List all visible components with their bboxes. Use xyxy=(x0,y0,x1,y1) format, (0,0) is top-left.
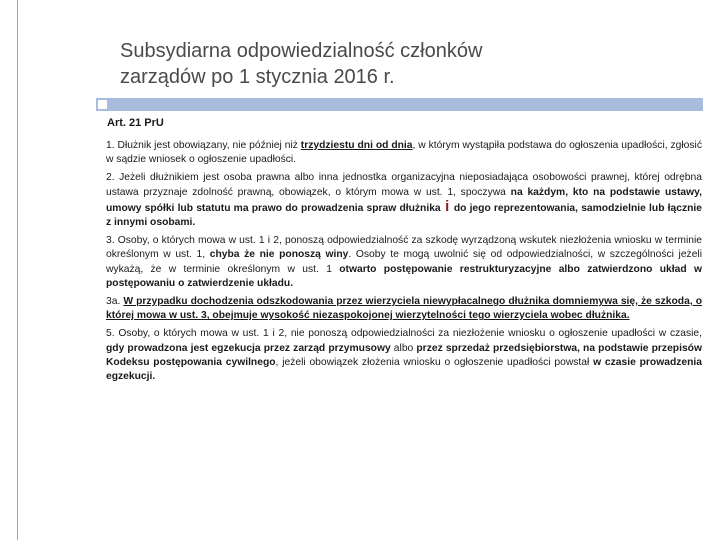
p3-bold-b: otwarto postępowanie restrukturyzacyjne albo zatwierdzono układ w postępowaniu o zatwierdzenie układu. xyxy=(106,263,703,289)
p3-text-b: . Osoby te mogą uwolnić się od odpowiedzialności, w szczególności jeżeli wykażą, że w terminie określonym w ust. 1 xyxy=(106,249,702,275)
p5-text-a: 5. Osoby, o których mowa w ust. 1 i 2, nie ponoszą odpowiedzialności za niezłożenie wniosku o ogłoszenie upadłości w czasie, xyxy=(106,328,702,340)
article-heading: Art. 21 PrU xyxy=(107,117,164,129)
title-line-1: Subsydiarna odpowiedzialność członków xyxy=(120,40,483,62)
p2-conjunction: i xyxy=(440,197,454,215)
p5-text-b: albo xyxy=(390,342,417,354)
p2-text-a: 2. Jeżeli dłużnikiem jest osoba prawna albo inna jednostka organizacyjna nieposiadająca osobowości prawnej, której odrębna ustawa przyznaje zdolność prawną, obowiązek, o którym mowa w ust. 1, spoczywa xyxy=(106,172,702,198)
accent-bar xyxy=(108,98,703,111)
paragraph-1 xyxy=(106,139,702,167)
p5-text-c: , jeżeli obowiązek złożenia wniosku o ogłoszenie upadłości powstał xyxy=(275,356,594,368)
p1-deadline: trzydziestu dni od dnia xyxy=(300,140,413,151)
p3-bold-a: chyba że nie ponoszą winy xyxy=(209,249,349,261)
p2-bold-b: do jego reprezentowania, samodzielnie lub łącznie z innymi osobami. xyxy=(106,202,702,229)
article-content xyxy=(106,116,702,388)
paragraph-3a xyxy=(106,295,702,323)
paragraph-5 xyxy=(106,327,702,384)
paragraph-3 xyxy=(106,234,702,291)
p1-text-b: , w którym wystąpiła podstawa do ogłoszenia upadłości, zgłosić w sądzie wniosek o ogłoszenie upadłości. xyxy=(106,140,702,166)
title-line-2: zarządów po 1 stycznia 2016 r. xyxy=(120,66,395,88)
p2-bold-a: na każdym, kto na podstawie ustawy, umowy spółki lub statutu ma prawo do prowadzenia spraw dłużnika xyxy=(106,186,702,214)
left-border-line xyxy=(17,0,18,540)
slide-title xyxy=(120,38,680,90)
p3a-bold: W przypadku dochodzenia odszkodowania przez wierzyciela niewypłacalnego dłużnika domniemywa się, że szkoda, o której mowa w ust. 3, obejmuje wysokość niezaspokojonej wierzytelności tego wierzyciela wobec dłużnika. xyxy=(106,296,702,322)
paragraph-2 xyxy=(106,171,702,230)
p3a-label: 3a. xyxy=(106,296,124,308)
p1-text-a: 1. Dłużnik jest obowiązany, nie później niż xyxy=(106,140,301,151)
p3-text-a: 3. Osoby, o których mowa w ust. 1 i 2, ponoszą odpowiedzialność za szkodę wyrządzoną wskutek niezłożenia wniosku w terminie określonym w ust. 1, xyxy=(106,235,702,261)
p5-bold-a: gdy prowadzona jest egzekucja przez zarząd przymusowy xyxy=(106,342,391,354)
p5-bold-c: w czasie prowadzenia egzekucji. xyxy=(106,356,702,383)
p5-bold-b: przez sprzedaż przedsiębiorstwa, na podstawie przepisów Kodeksu postępowania cywilnego xyxy=(106,342,702,368)
